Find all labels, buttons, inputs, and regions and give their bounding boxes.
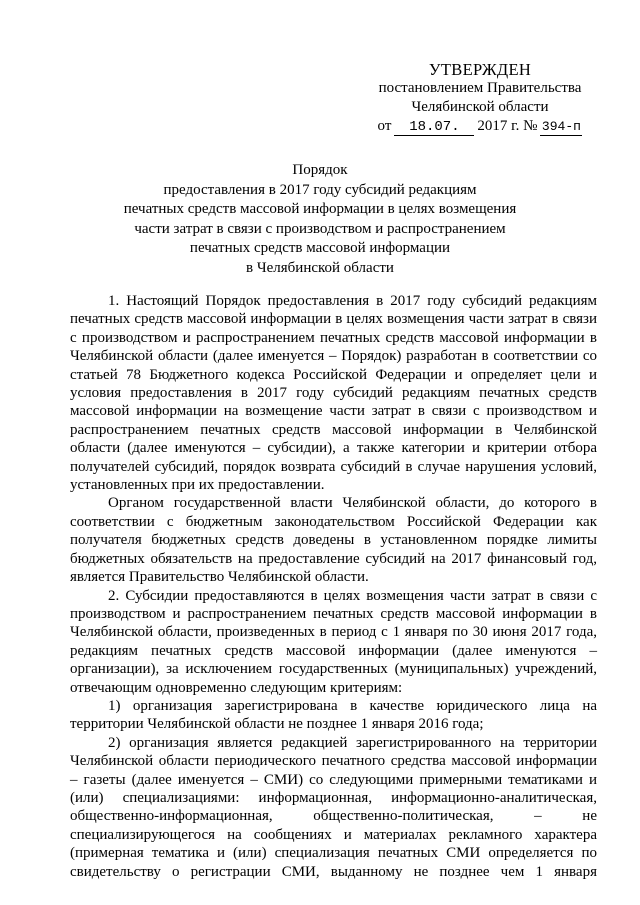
approval-stamp (360, 60, 600, 136)
paragraph: 2) организация является редакцией зарегистрированного на территории Челябинской области периодического печатного средства массовой информации – газеты (далее именуется – СМИ) со следующими примерными тематиками и (или) специализациями: информационная, информационно-аналитическая, общественно-информационная, общественно-политическая, – не специализирующегося на сообщениях и материалах рекламного характера (примерная тематика и (или) специализация печатных СМИ определяется по свидетельству о регистрации СМИ, выданному не позднее чем 1 января (70, 734, 597, 880)
document-title (100, 161, 540, 278)
approval-date: 18.07. (394, 119, 474, 136)
title-line: печатных средств массовой информации (189, 240, 451, 256)
title-line: Порядок (292, 162, 348, 178)
date-prefix: от (377, 118, 392, 134)
title-line: в Челябинской области (246, 259, 394, 276)
approval-line: Челябинской области (411, 99, 549, 115)
paragraph: 2. Субсидии предоставляются в целях возмещения части затрат в связи с производством и распространением печатных средств массовой информации в Челябинской области, произведенных в период с 1 января по 30 июня 2017 года, редакциям печатных средств массовой информации (далее именуются – организации), за исключением государственных (муниципальных) учреждений, отвечающим одновременно следующим критериям: (70, 587, 597, 696)
approval-title: УТВЕРЖДЕН (428, 60, 532, 79)
approval-date-line (360, 117, 600, 136)
title-line: предоставления в 2017 году субсидий редакциям (163, 181, 477, 198)
title-line: печатных средств массовой информации в целях возмещения (123, 201, 517, 217)
paragraph: 1) организация зарегистрирована в качестве юридического лица на территории Челябинской области не позднее 1 января 2016 года; (70, 697, 597, 733)
resolution-number: 394-п (541, 119, 581, 134)
year-label: 2017 г. № (477, 118, 538, 134)
document-body (70, 292, 597, 881)
paragraph: Органом государственной власти Челябинской области, до которого в соответствии с бюджетным законодательством Российской Федерации как получателя бюджетных средств доведены в установленном порядке лимиты бюджетных обязательств на предоставление субсидий на 2017 финансовый год, является Правительство Челябинской области. (70, 495, 597, 586)
paragraph: 1. Настоящий Порядок предоставления в 2017 году субсидий редакциям печатных средств массовой информации в целях возмещения части затрат в связи с производством и распространением печатных средств массовой информации в Челябинской области (далее именуется – Порядок) разработан в соответствии со статьей 78 Бюджетного кодекса Российской Федерации и определяет цели и условия предоставления в 2017 году субсидий редакциям печатных средств массовой информации на возмещение части затрат в связи с производством и распространением печатных средств массовой информации в Челябинской области (далее именуются – субсидии), а также категории и критерии отбора получателей субсидий, порядок возврата субсидий в случае нарушения условий, установленных при их предоставлении. (70, 293, 597, 494)
approval-line: постановлением Правительства (378, 80, 582, 96)
title-line: части затрат в связи с производством и распространением (134, 220, 506, 237)
